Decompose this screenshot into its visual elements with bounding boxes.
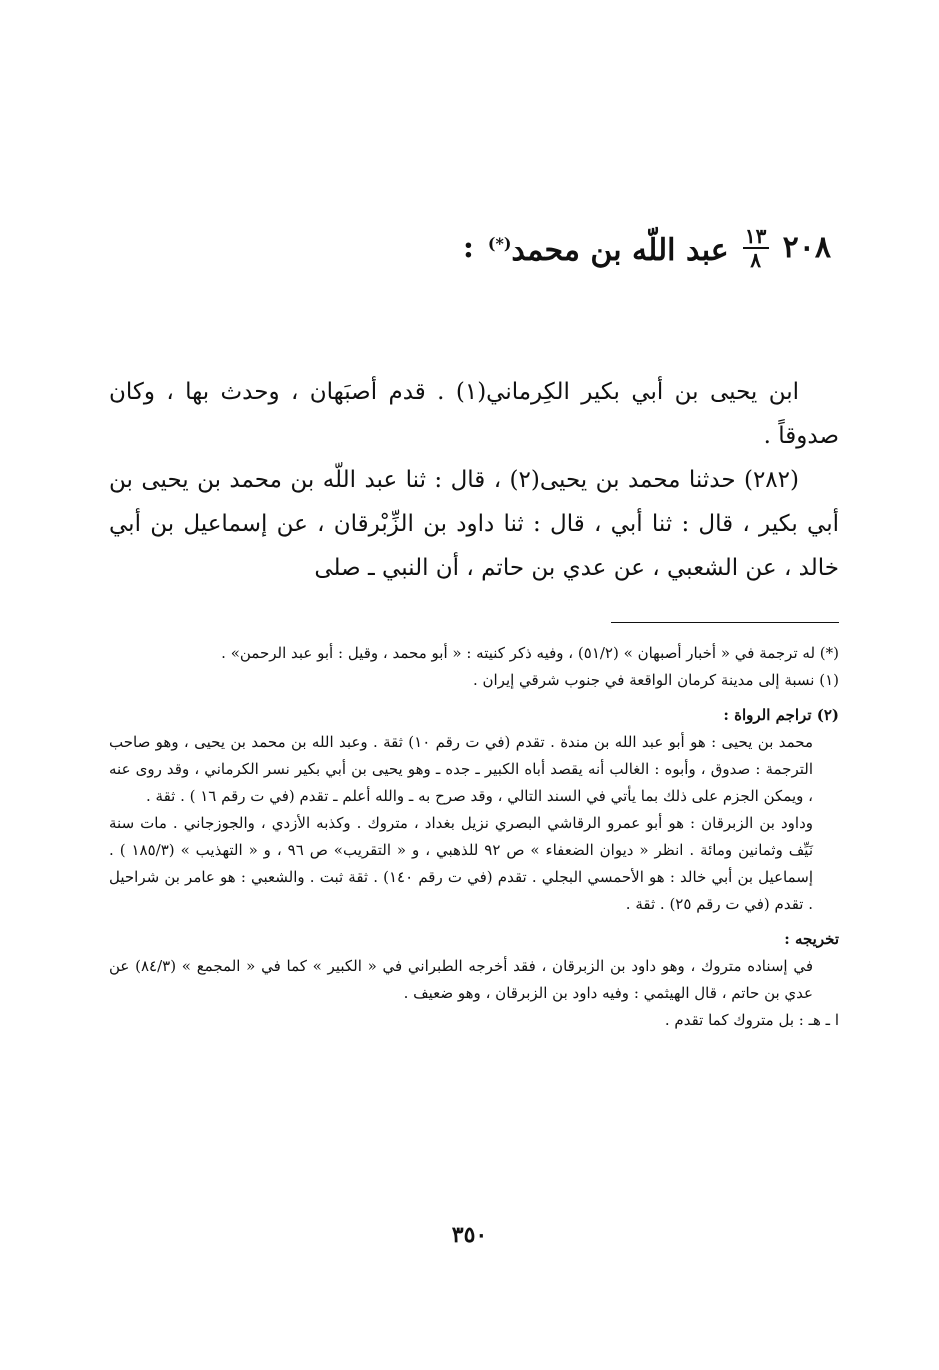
footnote-2-paragraph-1: محمد بن يحيى : هو أبو عبد الله بن مندة . تقدم (في ت رقم ١٠) ثقة . وعبد الله بن محمد بن يحيى ، وهو صاحب الترجمة : صدوق ، وأبوه : الغالب أنه يقصد أباه الكبير ـ جده ـ وهو يحيى بن أبي بكير نسر الكرماني ، وقد روى عنه ، ويمكن الجزم على ذلك بما يأتي في السند التالي ، وقد صرح به ـ والله أعلم ـ تقدم (في ت رقم ١٦ ) . ثقة . bbox=[109, 733, 813, 805]
fraction-top: ١٣ bbox=[744, 223, 767, 248]
main-paragraph-2: (٢٨٢) حدثنا محمد بن يحيى(٢) ، قال : ثنا عبد اللّه بن محمد بن يحيى بن أبي بكير ، قال : ثنا أبي ، قال : ثنا داود بن الزِّبْرقان ، عن إسماعيل بن أبي خالد ، عن الشعبي ، عن عدي بن حاتم ، أن النبي ـ صلى bbox=[109, 467, 839, 581]
entry-name: عبد اللّه بن محمد(*) bbox=[487, 233, 729, 268]
main-text bbox=[109, 370, 839, 590]
takhrij-title: تخريجه : bbox=[784, 930, 839, 948]
footnote-1: (١) نسبة إلى مدينة كرمان الواقعة في جنوب شرقي إيران . bbox=[472, 671, 839, 689]
footnote-separator bbox=[611, 622, 839, 623]
footnote-2-title: (٢) تراجم الرواة : bbox=[723, 706, 839, 724]
footnote-star: (*) له ترجمة في « أخبار أصبهان » (٥١/٢) ، وفيه ذكر كنيته : « أبو محمد ، وقيل : أبو عبد الرحمن» . bbox=[221, 644, 839, 662]
footnote-marker: (*) bbox=[487, 234, 512, 253]
fraction-bottom: ٨ bbox=[750, 247, 762, 272]
entry-heading bbox=[463, 222, 831, 273]
entry-fraction bbox=[743, 223, 769, 272]
footnotes bbox=[109, 640, 839, 1034]
footnote-2-paragraph-2: وداود بن الزبرقان : هو أبو عمرو الرقاشي البصري نزيل بغداد ، متروك . وكذبه الأزدي ، والجوزجاني . مات سنة نَيِّف وثمانين ومائة . انظر « ديوان الضعفاء » ص ٩٢ للذهبي ، و « التقريب» ص ٩٦ ، و « التهذيب » (١٨٥/٣ ) . إسماعيل بن أبي خالد : هو الأحمسي البجلي . تقدم (في ت رقم ١٤٠) . ثقة ثبت . والشعبي : هو عامر بن شراحيل . تقدم (في ت رقم ٢٥) . ثقة . bbox=[109, 814, 814, 913]
main-paragraph-1: ابن يحيى بن أبي بكير الكِرماني(١) . قدم أصبَهان ، وحدث بها ، وكان صدوقاً . bbox=[109, 379, 839, 449]
takhrij-end: ا ـ هـ : بل متروك كما تقدم . bbox=[664, 1011, 839, 1029]
entry-number: ٢٠٨ bbox=[782, 229, 831, 265]
page-number: ٣٥٠ bbox=[451, 1222, 488, 1248]
heading-colon: : bbox=[462, 229, 474, 265]
takhrij-paragraph: في إسناده متروك ، وهو داود بن الزبرقان ، فقد أخرجه الطبراني في « الكبير » كما في « المجمع » (٨٤/٣) عن عدي بن حاتم ، قال الهيثمي : وفيه داود بن الزبرقان ، وهو ضعيف . bbox=[109, 957, 814, 1002]
